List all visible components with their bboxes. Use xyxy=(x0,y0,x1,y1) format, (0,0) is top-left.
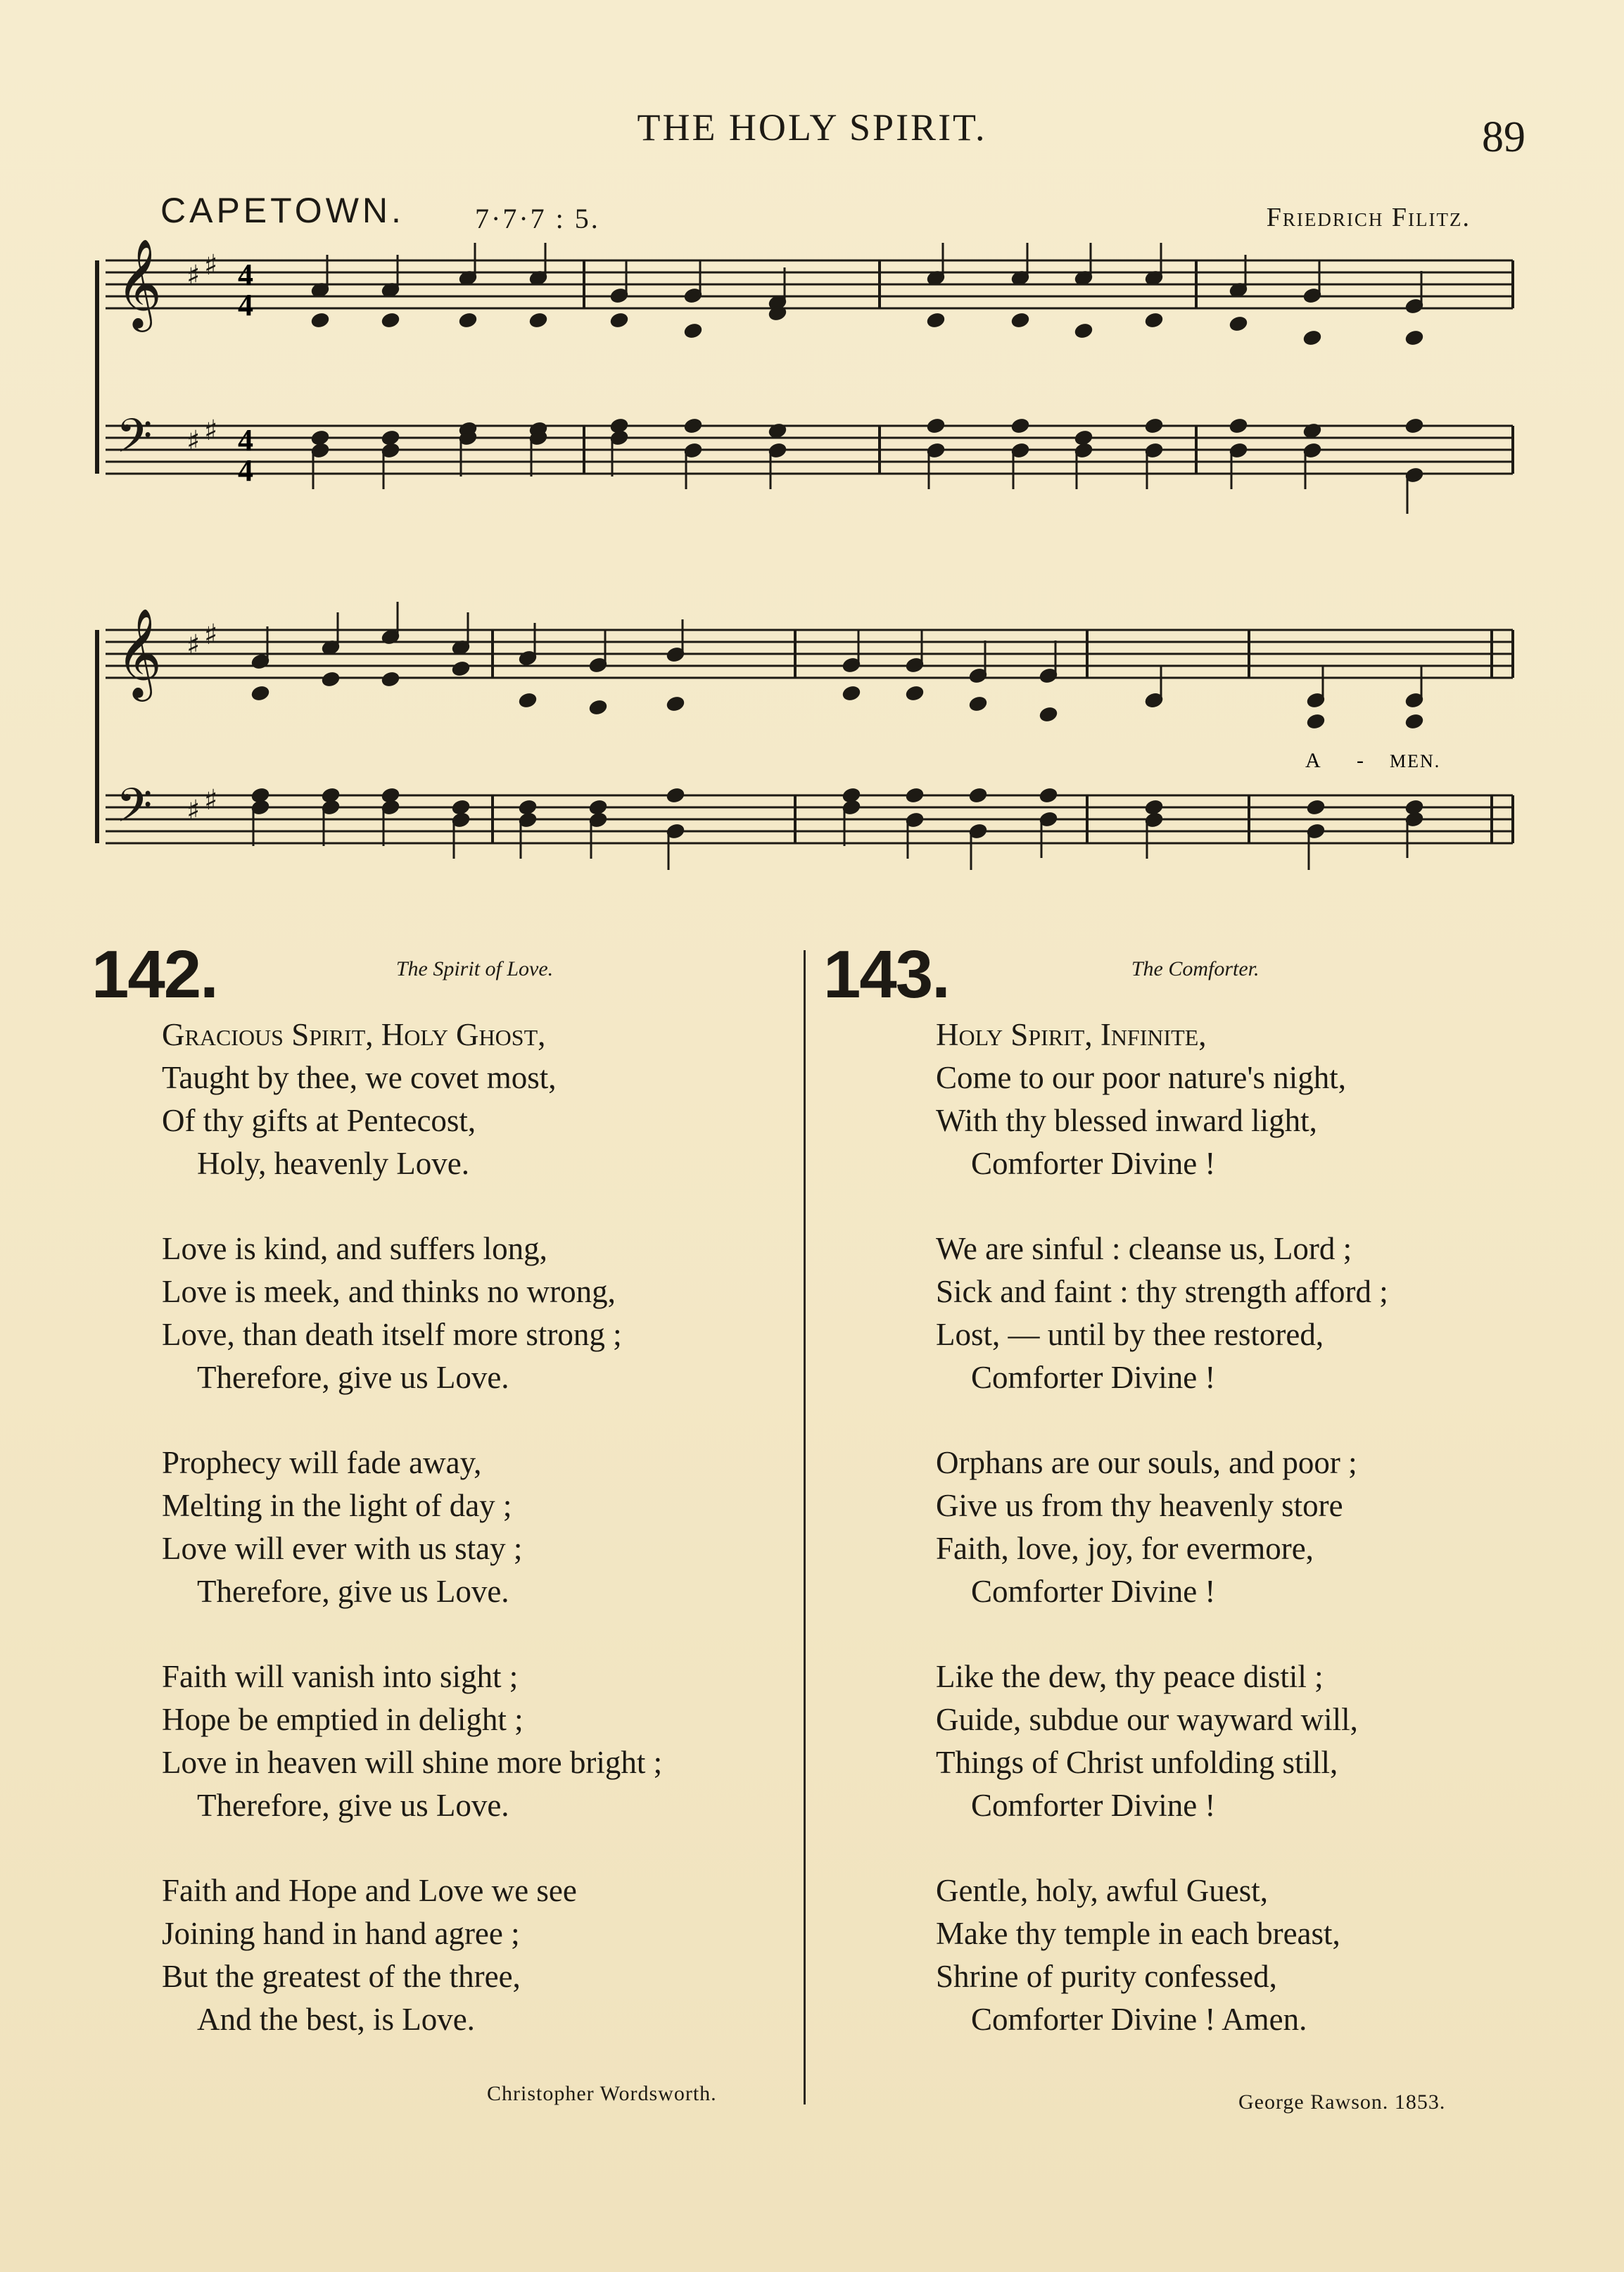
verse-line xyxy=(823,1014,1555,1056)
amen-syllable-dash: - xyxy=(1357,749,1364,772)
stanzas xyxy=(91,1014,795,2041)
verse-line: Guide, subdue our wayward will, xyxy=(936,1702,1358,1737)
verse-line: Comforter Divine ! xyxy=(971,1788,1216,1823)
verse-line: With thy blessed inward light, xyxy=(936,1103,1317,1138)
tune-composer: Friedrich Filitz. xyxy=(1266,203,1471,232)
verse-line: Faith, love, joy, for evermore, xyxy=(936,1531,1314,1566)
verse-line: Hope be emptied in delight ; xyxy=(162,1702,524,1737)
verse-line: And the best, is Love. xyxy=(197,2002,475,2037)
verse-line: Things of Christ unfolding still, xyxy=(936,1745,1338,1780)
verse-line: Love, than death itself more strong ; xyxy=(162,1317,622,1352)
svg-text:♯: ♯ xyxy=(204,784,218,816)
time-signature-bottom-bass: 4 xyxy=(238,453,253,488)
verse-line: Orphans are our souls, and poor ; xyxy=(936,1445,1357,1480)
stanza xyxy=(91,1014,795,1185)
stanza xyxy=(823,1014,1555,1185)
verse-line: Sick and faint : thy strength afford ; xyxy=(936,1274,1388,1309)
verse-line: Gentle, holy, awful Guest, xyxy=(936,1873,1268,1908)
verse-line: Comforter Divine ! Amen. xyxy=(971,2002,1307,2037)
verse-line: Melting in the light of day ; xyxy=(162,1488,512,1523)
verse-line: Therefore, give us Love. xyxy=(197,1788,509,1823)
verse-line: Of thy gifts at Pentecost, xyxy=(162,1103,476,1138)
hymn-142 xyxy=(91,936,795,2055)
verse-line: Therefore, give us Love. xyxy=(197,1360,509,1395)
verse-line: Give us from thy heavenly store xyxy=(936,1488,1343,1523)
svg-text:♯: ♯ xyxy=(204,619,218,651)
hymn-143 xyxy=(823,936,1555,2055)
verse-line: Love will ever with us stay ; xyxy=(162,1531,523,1566)
verse-line: Faith will vanish into sight ; xyxy=(162,1659,519,1694)
svg-text:♯: ♯ xyxy=(186,629,201,662)
svg-text:♯: ♯ xyxy=(186,425,201,457)
svg-text:𝄢: 𝄢 xyxy=(116,409,153,474)
verse-line: Like the dew, thy peace distil ; xyxy=(936,1659,1324,1694)
svg-text:♯: ♯ xyxy=(186,795,201,827)
stanza xyxy=(91,1441,795,1613)
verse-line: Therefore, give us Love. xyxy=(197,1574,509,1609)
running-title: THE HOLY SPIRIT. xyxy=(637,106,987,149)
verse-line: Taught by thee, we covet most, xyxy=(162,1060,557,1095)
svg-text:♯: ♯ xyxy=(186,260,201,292)
amen-syllable-a: A xyxy=(1305,749,1321,772)
verse-line: Love is meek, and thinks no wrong, xyxy=(162,1274,616,1309)
hymn-143-author: George Rawson. 1853. xyxy=(1238,2090,1446,2114)
stanzas xyxy=(823,1014,1555,2041)
verse-line: Love in heaven will shine more bright ; xyxy=(162,1745,663,1780)
verse-line: Holy, heavenly Love. xyxy=(197,1146,469,1181)
verse-line: Comforter Divine ! xyxy=(971,1146,1216,1181)
stanza xyxy=(823,1227,1555,1399)
stanza xyxy=(91,1655,795,1827)
time-signature-top-bass: 4 xyxy=(238,423,253,457)
amen-syllable-men: MEN. xyxy=(1390,751,1441,771)
svg-text:𝄞: 𝄞 xyxy=(116,238,163,328)
verse-line: Shrine of purity confessed, xyxy=(936,1959,1277,1994)
stanza xyxy=(823,1869,1555,2041)
time-signature-top-treble: 4 xyxy=(238,258,253,292)
verse-line: Come to our poor nature's night, xyxy=(936,1060,1347,1095)
verse-line: Lost, — until by thee restored, xyxy=(936,1317,1324,1352)
verse-line: Comforter Divine ! xyxy=(971,1574,1216,1609)
stanza xyxy=(91,1869,795,2041)
stanza xyxy=(91,1227,795,1399)
verse-line-text: Holy Spirit, Infinite, xyxy=(936,1017,1207,1052)
tune-name: CAPETOWN. xyxy=(160,191,405,230)
stanza xyxy=(823,1655,1555,1827)
column-divider xyxy=(804,950,806,2104)
svg-text:𝄞: 𝄞 xyxy=(116,607,163,698)
verse-line: Faith and Hope and Love we see xyxy=(162,1873,577,1908)
svg-text:♯: ♯ xyxy=(204,415,218,447)
verse-line: Prophecy will fade away, xyxy=(162,1445,482,1480)
svg-text:𝄢: 𝄢 xyxy=(116,778,153,844)
verse-line: But the greatest of the three, xyxy=(162,1959,521,1994)
time-signature-bottom-treble: 4 xyxy=(238,288,253,322)
music-score xyxy=(0,0,1624,915)
page-number: 89 xyxy=(1482,113,1525,161)
verse-line: Joining hand in hand agree ; xyxy=(162,1916,520,1951)
verse-line: Make thy temple in each breast, xyxy=(936,1916,1340,1951)
hymn-subtitle: The Comforter. xyxy=(1131,957,1260,980)
hymn-number: 142. xyxy=(91,937,217,1012)
stanza xyxy=(823,1441,1555,1613)
verse-line: Love is kind, and suffers long, xyxy=(162,1231,547,1266)
verse-line-text: Gracious Spirit, Holy Ghost, xyxy=(162,1017,546,1052)
tune-meter: 7·7·7 : 5. xyxy=(475,203,600,234)
verse-line xyxy=(91,1014,795,1056)
hymn-number: 143. xyxy=(823,937,949,1012)
hymn-subtitle: The Spirit of Love. xyxy=(395,957,554,980)
verse-line: Comforter Divine ! xyxy=(971,1360,1216,1395)
verse-line: We are sinful : cleanse us, Lord ; xyxy=(936,1231,1352,1266)
svg-text:♯: ♯ xyxy=(204,249,218,282)
hymn-142-author: Christopher Wordsworth. xyxy=(487,2082,717,2105)
